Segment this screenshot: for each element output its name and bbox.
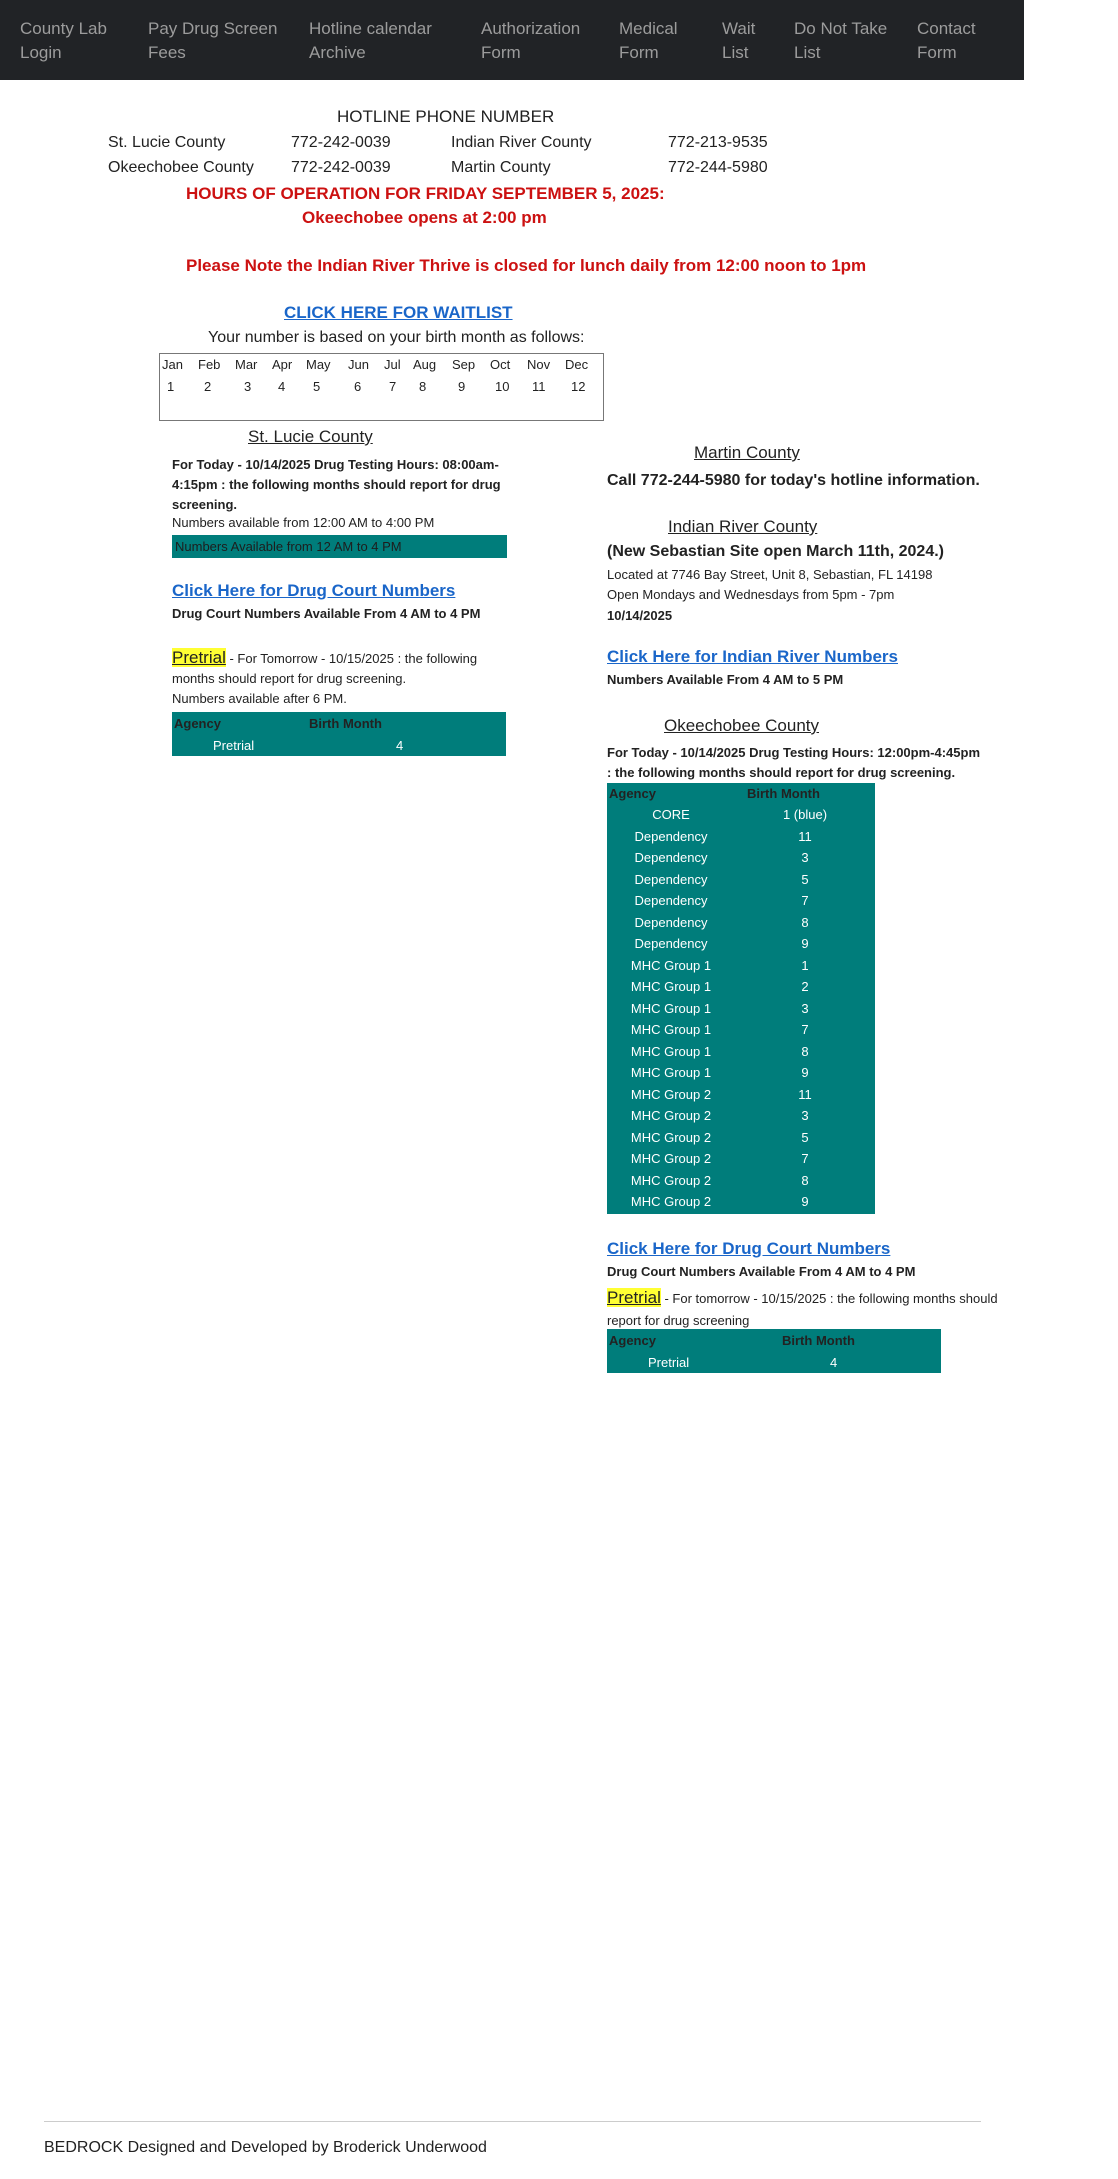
month-label: Jan bbox=[162, 357, 183, 372]
hotline-phone: 772-242-0039 bbox=[291, 159, 391, 176]
table-cell-month: 4 bbox=[830, 1355, 838, 1370]
table-cell-month: 11 bbox=[798, 828, 812, 844]
indian-river-location: Located at 7746 Bay Street, Unit 8, Sebastian, FL 14198 bbox=[607, 567, 933, 582]
indian-river-numbers-hours: Numbers Available From 4 AM to 5 PM bbox=[607, 672, 844, 687]
st-lucie-availability-bar bbox=[172, 535, 507, 558]
nav-do-not-take-list[interactable]: Do Not Take List bbox=[794, 19, 888, 62]
table-header-birth-month: Birth Month bbox=[309, 716, 382, 731]
hotline-county: Martin County bbox=[451, 159, 551, 176]
table-header-agency: Agency bbox=[609, 786, 656, 801]
st-lucie-drug-court-link[interactable]: Click Here for Drug Court Numbers bbox=[172, 581, 456, 600]
table-cell-month: 3 bbox=[801, 850, 809, 865]
indian-river-date: 10/14/2025 bbox=[607, 608, 673, 623]
month-number: 1 bbox=[167, 379, 175, 394]
nav-contact-form[interactable]: Contact Form bbox=[917, 19, 976, 62]
martin-heading: Martin County bbox=[694, 443, 800, 462]
indian-river-open-hours: Open Mondays and Wednesdays from 5pm - 7pm bbox=[607, 587, 895, 602]
top-nav-bar bbox=[0, 0, 1024, 80]
pretrial-highlight: Pretrial bbox=[172, 648, 226, 667]
table-cell-month: 8 bbox=[801, 1043, 809, 1059]
month-number: 5 bbox=[313, 379, 321, 394]
table-cell-month: 11 bbox=[798, 1086, 812, 1102]
month-number: 9 bbox=[458, 379, 466, 394]
okeechobee-pretrial-note: Pretrial - For tomorrow - 10/15/2025 : the following months should report for drug screening bbox=[607, 1288, 998, 1328]
nav-wait-list[interactable]: Wait List bbox=[722, 19, 756, 62]
nav-hotline-calendar-archive[interactable]: Hotline calendar Archive bbox=[309, 19, 432, 62]
month-number: 4 bbox=[278, 379, 286, 394]
month-label: Aug bbox=[413, 357, 437, 372]
table-cell-month: 2 bbox=[801, 979, 809, 994]
hotline-county: St. Lucie County bbox=[108, 134, 226, 151]
table-cell-agency: MHC Group 1 bbox=[630, 957, 712, 973]
nav-pay-drug-screen-fees[interactable]: Pay Drug Screen Fees bbox=[148, 19, 278, 62]
okeechobee-open-notice: Okeechobee opens at 2:00 pm bbox=[302, 208, 547, 227]
indian-river-site-note: (New Sebastian Site open March 11th, 2024.) bbox=[607, 543, 944, 560]
month-number: 11 bbox=[532, 379, 546, 394]
hotline-title: HOTLINE PHONE NUMBER bbox=[337, 107, 555, 126]
month-number: 6 bbox=[354, 379, 362, 394]
month-label: Jun bbox=[348, 357, 369, 372]
table-cell-agency: Dependency bbox=[634, 893, 708, 908]
table-cell-month: 7 bbox=[801, 1022, 809, 1037]
table-cell-agency: MHC Group 2 bbox=[630, 1151, 712, 1166]
hotline-phone: 772-242-0039 bbox=[291, 134, 391, 151]
table-header-agency: Agency bbox=[609, 1333, 656, 1348]
st-lucie-pretrial-table bbox=[172, 712, 506, 756]
indian-river-numbers-link[interactable]: Click Here for Indian River Numbers bbox=[607, 647, 898, 666]
month-number: 10 bbox=[495, 379, 510, 394]
hotline-phone: 772-244-5980 bbox=[668, 159, 768, 176]
availability-bar-text: Numbers Available from 12 AM to 4 PM bbox=[175, 539, 402, 554]
table-cell-agency: Dependency bbox=[634, 850, 708, 865]
nav-county-lab-login[interactable]: County Lab Login bbox=[20, 19, 107, 62]
table-cell-month: 7 bbox=[801, 893, 809, 908]
table-cell-month: 8 bbox=[801, 1172, 809, 1188]
st-lucie-drug-court-hours: Drug Court Numbers Available From 4 AM to 4 PM bbox=[172, 606, 481, 621]
table-header-birth-month: Birth Month bbox=[782, 1333, 855, 1348]
table-cell-month: 9 bbox=[801, 1065, 809, 1080]
pretrial-highlight: Pretrial bbox=[607, 1288, 661, 1307]
table-cell-agency: MHC Group 1 bbox=[630, 1065, 712, 1080]
st-lucie-pretrial-note: Pretrial - For Tomorrow - 10/15/2025 : the following months should report for drug screening. Numbers available after 6 PM. bbox=[172, 648, 478, 706]
month-label: Feb bbox=[198, 357, 221, 372]
month-label: Mar bbox=[235, 357, 258, 372]
st-lucie-heading: St. Lucie County bbox=[248, 427, 373, 446]
table-cell-agency: MHC Group 1 bbox=[630, 1022, 712, 1037]
table-cell-month: 1 bbox=[801, 957, 809, 973]
table-cell-agency: CORE bbox=[652, 807, 690, 822]
table-cell-month: 8 bbox=[801, 914, 809, 930]
birth-month-table bbox=[159, 353, 604, 421]
month-label: Sep bbox=[452, 357, 476, 372]
month-number: 12 bbox=[571, 379, 586, 394]
table-cell-agency: Dependency bbox=[634, 828, 708, 844]
table-header-agency: Agency bbox=[174, 716, 221, 731]
table-cell-month: 1 (blue) bbox=[782, 807, 828, 822]
table-cell-agency: MHC Group 2 bbox=[630, 1172, 712, 1188]
table-cell-agency: MHC Group 1 bbox=[630, 979, 712, 994]
month-label: Oct bbox=[490, 357, 511, 372]
table-cell-month: 9 bbox=[801, 1194, 809, 1209]
indian-river-heading: Indian River County bbox=[668, 517, 818, 536]
waitlist-link[interactable]: CLICK HERE FOR WAITLIST bbox=[284, 303, 513, 322]
month-label: Apr bbox=[272, 357, 293, 372]
okeechobee-heading: Okeechobee County bbox=[664, 716, 819, 735]
hours-notice: HOURS OF OPERATION FOR FRIDAY SEPTEMBER 5, 2025: bbox=[186, 184, 665, 203]
okeechobee-pretrial-table bbox=[607, 1329, 941, 1373]
table-cell-agency: Dependency bbox=[634, 871, 708, 887]
month-number: 3 bbox=[244, 379, 252, 394]
st-lucie-numbers-available: Numbers available from 12:00 AM to 4:00 PM bbox=[172, 515, 435, 530]
martin-call-info: Call 772-244-5980 for today's hotline information. bbox=[607, 472, 980, 489]
table-cell-month: 9 bbox=[801, 936, 809, 951]
month-label: Dec bbox=[565, 357, 589, 372]
table-cell-month: 5 bbox=[801, 1129, 809, 1145]
okeechobee-drug-court-link[interactable]: Click Here for Drug Court Numbers bbox=[607, 1239, 891, 1258]
month-number: 8 bbox=[419, 379, 427, 394]
table-cell-agency: MHC Group 2 bbox=[630, 1086, 712, 1102]
hotline-phone: 772-213-9535 bbox=[668, 134, 768, 151]
table-cell-month: 4 bbox=[396, 738, 404, 753]
table-cell-agency: MHC Group 2 bbox=[630, 1108, 712, 1123]
st-lucie-today-hours: For Today - 10/14/2025 Drug Testing Hours: 08:00am- 4:15pm : the following months should report for drug screening. bbox=[172, 457, 501, 512]
table-header-birth-month: Birth Month bbox=[747, 786, 820, 801]
table-cell-agency: Dependency bbox=[634, 936, 708, 951]
table-cell-month: 3 bbox=[801, 1000, 809, 1016]
footer-credit: BEDROCK Designed and Developed by Broderick Underwood bbox=[44, 2139, 487, 2156]
month-number: 2 bbox=[204, 379, 212, 394]
table-cell-agency: MHC Group 1 bbox=[630, 1043, 712, 1059]
closed-lunch-notice: Please Note the Indian River Thrive is closed for lunch daily from 12:00 noon to 1pm bbox=[186, 256, 867, 275]
table-cell-agency: MHC Group 2 bbox=[630, 1194, 712, 1209]
table-cell-agency: Dependency bbox=[634, 914, 708, 930]
table-cell-month: 7 bbox=[801, 1151, 809, 1166]
okeechobee-today-hours: For Today - 10/14/2025 Drug Testing Hours: 12:00pm-4:45pm : the following months should report for drug screening. bbox=[607, 745, 981, 780]
table-cell-month: 3 bbox=[801, 1108, 809, 1123]
table-cell-month: 5 bbox=[801, 871, 809, 887]
table-cell-agency: Pretrial bbox=[213, 738, 255, 753]
nav-medical-form[interactable]: Medical Form bbox=[619, 19, 678, 62]
table-cell-agency: MHC Group 2 bbox=[630, 1129, 712, 1145]
footer-divider bbox=[44, 2121, 981, 2122]
month-label: May bbox=[306, 357, 331, 372]
okeechobee-agency-table bbox=[607, 783, 875, 1214]
birth-month-intro: Your number is based on your birth month as follows: bbox=[208, 329, 585, 346]
month-number: 7 bbox=[389, 379, 397, 394]
table-cell-agency: Pretrial bbox=[648, 1355, 690, 1370]
month-label: Nov bbox=[527, 357, 551, 372]
okeechobee-drug-court-hours: Drug Court Numbers Available From 4 AM to 4 PM bbox=[607, 1264, 916, 1279]
hotline-county: Okeechobee County bbox=[108, 159, 254, 176]
nav-authorization-form[interactable]: Authorization Form bbox=[481, 19, 581, 62]
hotline-county: Indian River County bbox=[451, 134, 592, 151]
month-label: Jul bbox=[384, 357, 401, 372]
table-cell-agency: MHC Group 1 bbox=[630, 1000, 712, 1016]
